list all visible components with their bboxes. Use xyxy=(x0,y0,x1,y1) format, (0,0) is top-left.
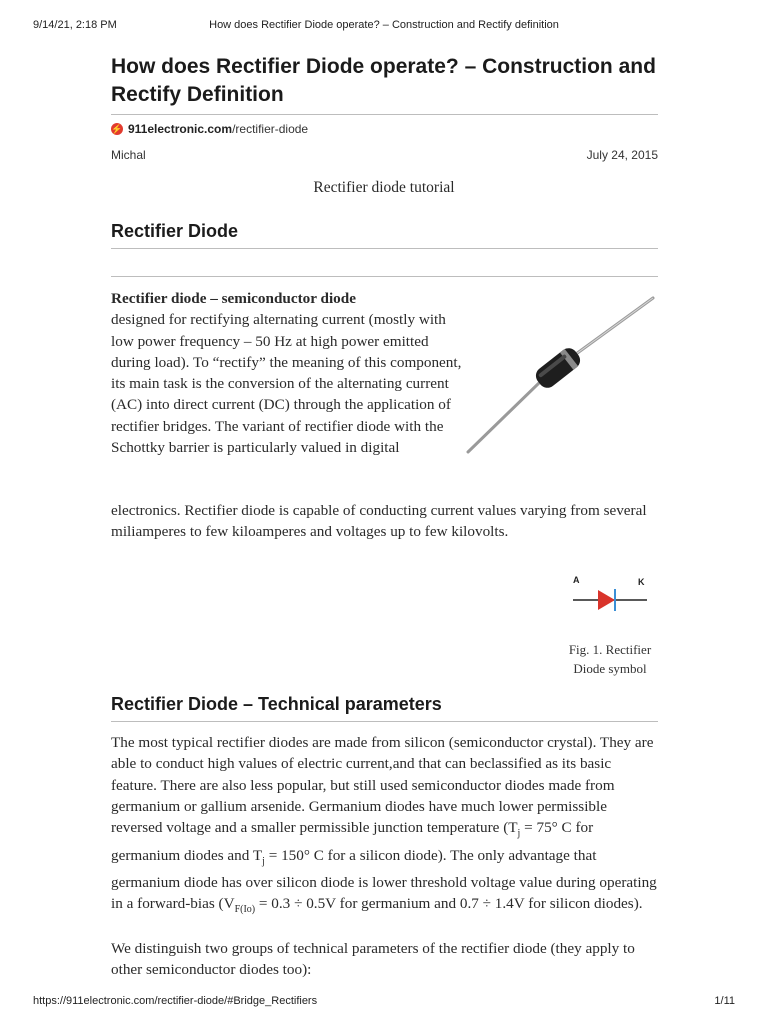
technical-text-2: = 75° C for germanium diodes and T xyxy=(111,819,594,864)
source-domain: 911electronic.com xyxy=(128,122,233,136)
diode-body xyxy=(532,345,583,392)
intro-lead: Rectifier diode – semiconductor diode xyxy=(111,290,356,307)
source-path: /rectifier-diode xyxy=(232,122,309,136)
subscript-f-io: F(Io) xyxy=(234,904,256,916)
print-datetime: 9/14/21, 2:18 PM xyxy=(33,19,117,31)
figure-caption: Fig. 1. Rectifier Diode symbol xyxy=(568,642,652,676)
subscript-j: j xyxy=(517,828,521,840)
section-divider xyxy=(111,248,658,249)
intro-continuation: electronics. Rectifier diode is capable of conducting current values varying from several miliamperes to few kiloamperes and voltages up to few kilovolts. xyxy=(111,502,647,541)
article-author: Michal xyxy=(111,148,146,162)
parameters-paragraph: We distinguish two groups of technical parameters of the rectifier diode (they apply to other semiconductor diodes too): xyxy=(111,940,635,979)
technical-paragraph xyxy=(111,732,659,920)
technical-text-4: = 0.3 ÷ 0.5V for germanium and 0.7 ÷ 1.4V for silicon diodes). xyxy=(255,895,643,913)
diode-lead-left xyxy=(468,382,540,452)
diode-lead-highlight xyxy=(576,298,653,354)
rectifier-diode-photo xyxy=(458,290,668,470)
technical-text-1: The most typical rectifier diodes are made from silicon (semiconductor crystal). They are able to conduct high values of electric current,and that can beclassified as its basic feature. There are also less popular, but still used semiconductor diodes made from germanium or gallium arsenide. Germanium diodes have much lower permissible reversed voltage and a smaller permissible junction temperature (T xyxy=(111,734,654,837)
diode-symbol xyxy=(565,572,655,622)
footer-url[interactable]: https://911electronic.com/rectifier-diode/#Bridge_Rectifiers xyxy=(33,995,318,1007)
subscript-j: j xyxy=(262,855,265,867)
intro-paragraph xyxy=(111,288,471,458)
anode-label: A xyxy=(573,575,580,585)
technical-text-3: = 150° C for a silicon diode). The only advantage that germanium diode has over silicon diode is lower threshold voltage value during operating in a forward-bias (V xyxy=(111,846,657,913)
source-link[interactable] xyxy=(111,122,308,136)
print-page-title: How does Rectifier Diode operate? – Construction and Rectify definition xyxy=(209,19,559,31)
footer-page-number: 1/11 xyxy=(714,995,735,1007)
intro-text: designed for rectifying alternating current (mostly with low power frequency – 50 Hz at high power emitted during load). To “rectify” the meaning of this component, its main task is the conversion of the alternating current (AC) into direct current (DC) through the application of rectifier bridges. The variant of rectifier diode with the Schottky barrier is particularly valued in digital xyxy=(111,311,462,457)
title-divider xyxy=(111,114,658,115)
article-subtitle: Rectifier diode tutorial xyxy=(313,179,455,196)
cathode-label: K xyxy=(638,577,645,587)
article-title: How does Rectifier Diode operate? – Construction and Rectify Definition xyxy=(111,55,656,106)
article-date: July 24, 2015 xyxy=(586,148,658,162)
section-divider xyxy=(111,721,658,722)
symbol-triangle xyxy=(598,590,615,610)
section-divider xyxy=(111,276,658,277)
section-heading-technical-parameters: Rectifier Diode – Technical parameters xyxy=(111,694,442,714)
site-logo-icon: ⚡ xyxy=(111,123,123,134)
section-heading-rectifier-diode: Rectifier Diode xyxy=(111,221,239,241)
